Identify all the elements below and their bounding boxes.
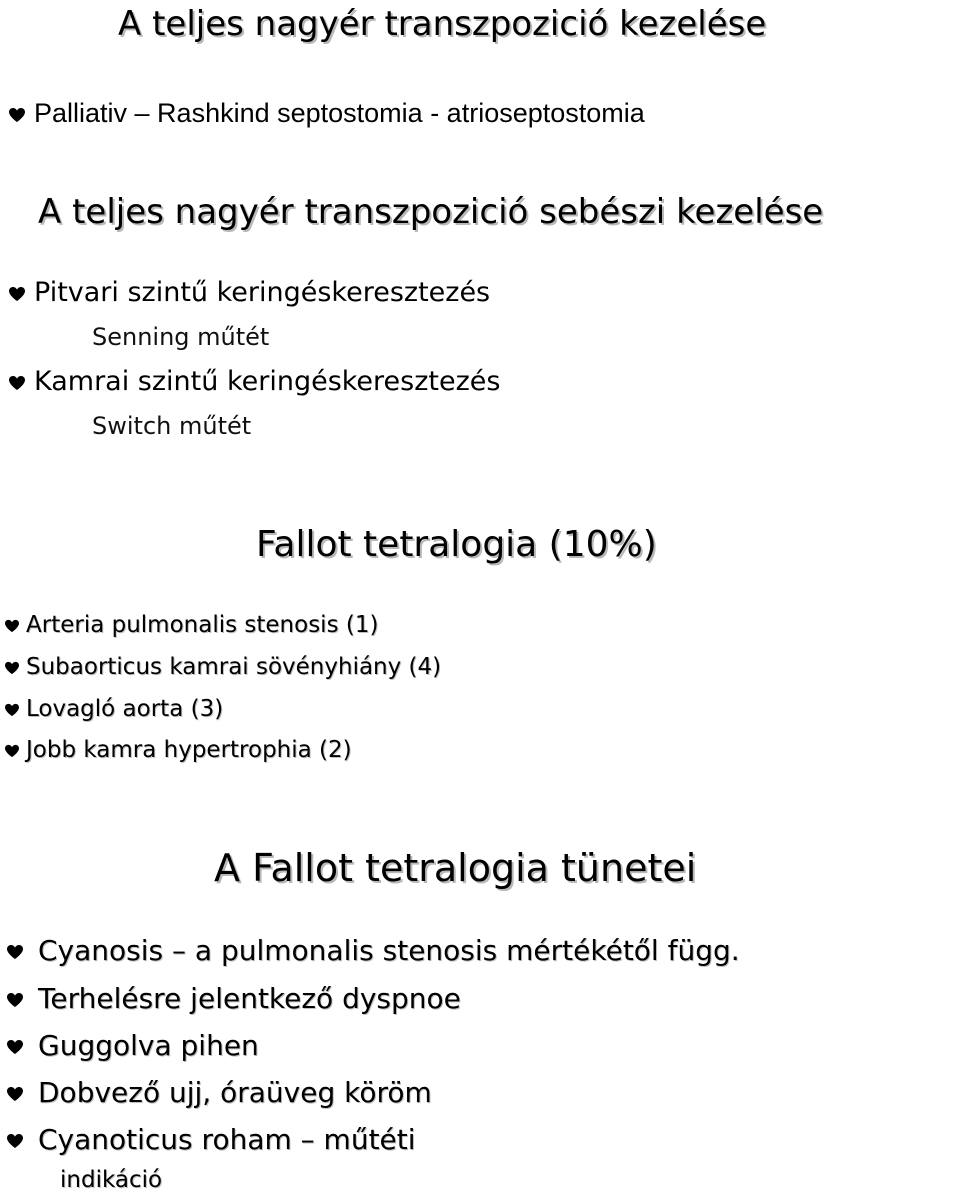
list-item-sub: Switch műtét [92, 412, 252, 440]
heart-bullet-icon [4, 619, 20, 633]
list-item [4, 612, 378, 638]
heart-bullet-icon [6, 944, 24, 960]
section1-title: A teljes nagyér transzpozició kezelése [118, 4, 767, 44]
heart-bullet-icon [4, 744, 20, 758]
list-item [4, 737, 352, 763]
list-item-text: Cyanosis – a pulmonalis stenosis mértékétől függ. [38, 934, 740, 967]
section2-title: A teljes nagyér transzpozició sebészi kezelése [38, 192, 824, 232]
heart-bullet-icon [6, 1133, 24, 1149]
heart-bullet-icon [6, 1039, 24, 1055]
list-item-text: Subaorticus kamrai sövényhiány (4) [26, 654, 442, 680]
list-item-text: Palliativ – Rashkind septostomia - atrioseptostomia [34, 98, 645, 128]
list-item-text: Guggolva pihen [38, 1029, 259, 1062]
list-item [8, 277, 490, 308]
section3-title: Fallot tetralogia (10%) [256, 524, 657, 565]
heart-bullet-icon [6, 1086, 24, 1102]
list-item [8, 98, 645, 129]
list-item-text: Kamrai szintű keringéskeresztezés [34, 366, 501, 397]
list-item [6, 1123, 416, 1156]
list-item [4, 696, 223, 722]
list-item-text: Cyanoticus roham – műtéti [38, 1123, 416, 1156]
list-item-text: Pitvari szintű keringéskeresztezés [34, 277, 491, 308]
list-item-text: Terhelésre jelentkező dyspnoe [38, 982, 461, 1015]
heart-bullet-icon [4, 661, 20, 675]
list-item-continuation: indikáció [60, 1167, 163, 1193]
list-item-text: Lovagló aorta (3) [26, 696, 224, 722]
list-item [6, 934, 740, 967]
heart-bullet-icon [8, 286, 26, 302]
list-item [6, 982, 461, 1015]
list-item-text: Jobb kamra hypertrophia (2) [26, 737, 352, 763]
list-item-sub: Senning műtét [92, 323, 270, 351]
list-item [6, 1076, 432, 1109]
list-item-text: Arteria pulmonalis stenosis (1) [26, 612, 379, 638]
section4-title: A Fallot tetralogia tünetei [214, 846, 697, 890]
heart-bullet-icon [6, 992, 24, 1008]
heart-bullet-icon [8, 375, 26, 391]
list-item [8, 366, 500, 397]
list-item-text: Dobvező ujj, óraüveg köröm [38, 1076, 432, 1109]
list-item [6, 1029, 259, 1062]
heart-bullet-icon [8, 107, 26, 123]
heart-bullet-icon [4, 703, 20, 717]
list-item [4, 654, 441, 680]
